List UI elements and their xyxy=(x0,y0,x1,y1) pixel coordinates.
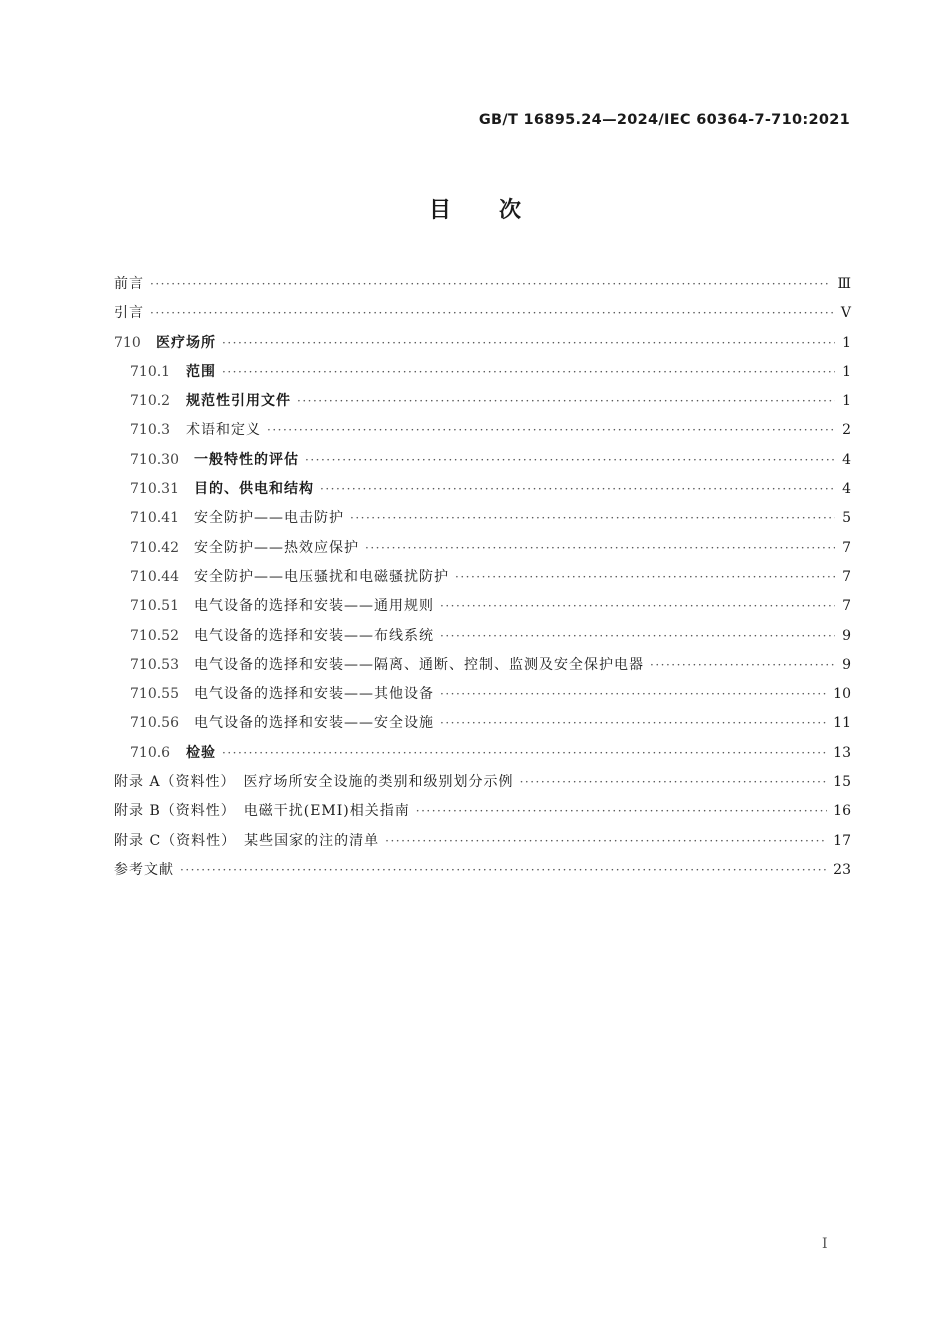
toc-entry-page: 10 xyxy=(833,686,851,703)
toc-entry-number: 710.53 xyxy=(130,656,179,673)
toc-entry[interactable] xyxy=(114,534,851,563)
toc-entry-label: 电气设备的选择和安装——布线系统 xyxy=(194,627,434,644)
toc-entry-label: 安全防护——电压骚扰和电磁骚扰防护 xyxy=(194,568,449,585)
toc-entry[interactable] xyxy=(114,416,851,445)
toc-leader-dots xyxy=(365,534,835,563)
toc-entry-number: 710.2 xyxy=(130,393,171,410)
toc-leader-dots xyxy=(520,768,828,797)
toc-entry-label: 医疗场所 xyxy=(156,334,216,351)
toc-entry[interactable] xyxy=(114,387,851,416)
toc-leader-dots xyxy=(222,739,827,768)
toc-entry[interactable] xyxy=(114,709,851,738)
toc-entry-page: 16 xyxy=(833,803,851,820)
toc-leader-dots xyxy=(320,475,835,504)
toc-leader-dots xyxy=(297,387,835,416)
toc-leader-dots xyxy=(416,797,827,826)
toc-entry[interactable] xyxy=(114,592,851,621)
toc-leader-dots xyxy=(180,856,827,885)
toc-entry-page: 4 xyxy=(842,481,851,498)
toc-entry-number: 710.3 xyxy=(130,422,171,439)
toc-entry-label: 一般特性的评估 xyxy=(194,451,299,468)
toc-leader-dots xyxy=(150,270,831,299)
toc-entry[interactable] xyxy=(114,797,851,826)
toc-entry-page: Ⅴ xyxy=(840,305,851,322)
toc-entry-page: 1 xyxy=(842,393,851,410)
toc-entry-label: 电气设备的选择和安装——隔离、通断、控制、监测及安全保护电器 xyxy=(194,656,644,673)
toc-leader-dots xyxy=(267,416,835,445)
toc-leader-dots xyxy=(350,504,835,533)
toc-entry-label: 规范性引用文件 xyxy=(186,393,291,410)
toc-entry[interactable] xyxy=(114,358,851,387)
toc-entry-label: 范围 xyxy=(186,363,216,380)
toc-entry-label: 检验 xyxy=(186,744,216,761)
toc-entry-page: 11 xyxy=(833,715,851,732)
toc-title-char-1: 目 xyxy=(428,198,451,223)
toc-entry[interactable] xyxy=(114,827,851,856)
toc-entry-number: 710.6 xyxy=(130,744,171,761)
toc-leader-dots xyxy=(440,680,827,709)
toc-leader-dots xyxy=(650,651,835,680)
toc-entry-number: 710.51 xyxy=(130,598,179,615)
toc-entry[interactable] xyxy=(114,299,851,328)
toc-leader-dots xyxy=(385,827,827,856)
toc-entry[interactable] xyxy=(114,563,851,592)
toc-leader-dots xyxy=(440,709,827,738)
toc-entry-label: 引言 xyxy=(114,305,144,322)
toc-entry-page: 1 xyxy=(842,334,851,351)
table-of-contents xyxy=(114,270,851,885)
standard-code: GB/T 16895.24—2024/IEC 60364-7-710:2021 xyxy=(478,112,850,128)
toc-leader-dots xyxy=(305,446,835,475)
toc-entry-page: 23 xyxy=(833,861,851,878)
toc-entry-number: 710.56 xyxy=(130,715,179,732)
toc-entry-number: 710.1 xyxy=(130,363,171,380)
toc-entry-number: 710.31 xyxy=(130,481,179,498)
toc-entry-label: 安全防护——热效应保护 xyxy=(194,539,359,556)
toc-leader-dots xyxy=(440,622,835,651)
toc-entry-label: 附录 A（资料性） 医疗场所安全设施的类别和级别划分示例 xyxy=(114,774,514,791)
toc-entry-label: 附录 B（资料性） 电磁干扰(EMI)相关指南 xyxy=(114,803,410,820)
toc-entry-page: 7 xyxy=(842,568,851,585)
toc-entry-page: 9 xyxy=(842,656,851,673)
toc-leader-dots xyxy=(150,299,835,328)
toc-entry[interactable] xyxy=(114,270,851,299)
toc-entry[interactable] xyxy=(114,856,851,885)
toc-entry[interactable] xyxy=(114,329,851,358)
toc-entry[interactable] xyxy=(114,622,851,651)
toc-entry-page: 5 xyxy=(842,510,851,527)
toc-title xyxy=(0,193,950,224)
toc-entry-page: 17 xyxy=(833,832,851,849)
toc-leader-dots xyxy=(222,329,835,358)
toc-entry-number: 710.44 xyxy=(130,568,179,585)
toc-entry-label: 前言 xyxy=(114,276,144,292)
toc-leader-dots xyxy=(455,563,835,592)
toc-entry-number: 710.42 xyxy=(130,539,179,556)
toc-entry-page: 7 xyxy=(842,539,851,556)
toc-entry-page: 2 xyxy=(842,422,851,439)
page-number: I xyxy=(822,1236,828,1252)
toc-leader-dots xyxy=(440,592,835,621)
toc-leader-dots xyxy=(222,358,835,387)
toc-entry-number: 710 xyxy=(114,334,141,351)
toc-entry[interactable] xyxy=(114,739,851,768)
toc-entry-number: 710.30 xyxy=(130,451,179,468)
toc-entry[interactable] xyxy=(114,651,851,680)
toc-entry[interactable] xyxy=(114,768,851,797)
toc-entry-page: 7 xyxy=(842,598,851,615)
toc-title-char-2: 次 xyxy=(499,198,522,223)
toc-entry-page: 1 xyxy=(842,363,851,380)
toc-entry-number: 710.55 xyxy=(130,686,179,703)
toc-entry-label: 参考文献 xyxy=(114,861,174,878)
toc-entry-page: 4 xyxy=(842,451,851,468)
toc-entry-label: 附录 C（资料性） 某些国家的注的清单 xyxy=(114,832,380,849)
toc-entry-number: 710.52 xyxy=(130,627,179,644)
toc-entry-label: 电气设备的选择和安装——通用规则 xyxy=(194,598,434,615)
toc-entry[interactable] xyxy=(114,446,851,475)
toc-entry-label: 电气设备的选择和安装——其他设备 xyxy=(194,686,434,703)
toc-entry-page: Ⅲ xyxy=(837,276,851,292)
toc-entry[interactable] xyxy=(114,680,851,709)
toc-entry-label: 术语和定义 xyxy=(186,422,261,439)
toc-entry-number: 710.41 xyxy=(130,510,179,527)
toc-entry[interactable] xyxy=(114,504,851,533)
toc-entry-label: 目的、供电和结构 xyxy=(194,481,314,498)
toc-entry[interactable] xyxy=(114,475,851,504)
toc-entry-label: 电气设备的选择和安装——安全设施 xyxy=(194,715,434,732)
toc-entry-label: 安全防护——电击防护 xyxy=(194,510,344,527)
toc-entry-page: 15 xyxy=(833,774,851,791)
toc-entry-page: 13 xyxy=(833,744,851,761)
toc-entry-page: 9 xyxy=(842,627,851,644)
